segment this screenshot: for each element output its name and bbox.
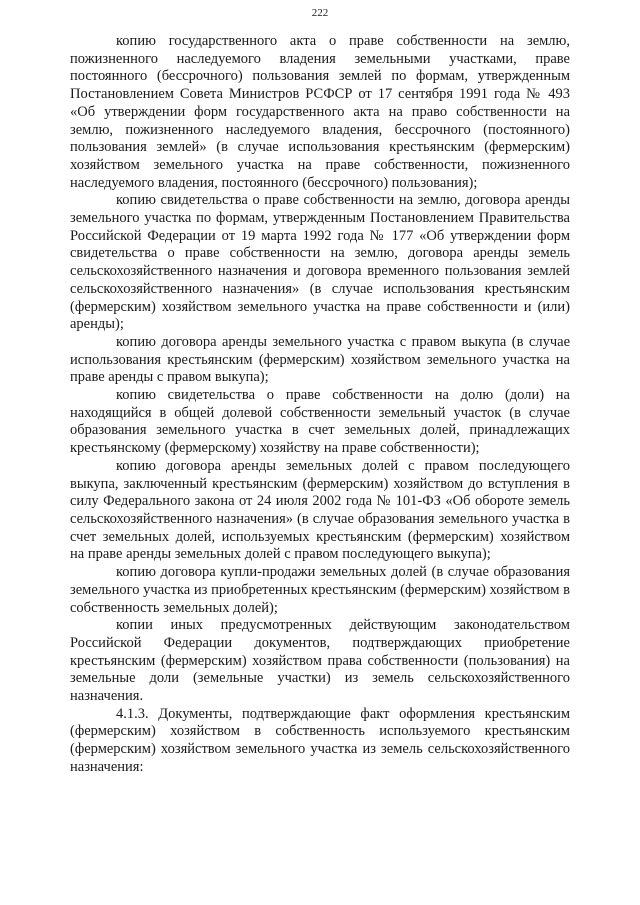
paragraph-certificate-lease-copy: копию свидетельства о праве собственности на землю, договора аренды земельного участка по формам, утвержденным Постановлением Правительства Российской Федерации от 19 марта 1992 года № 177 «Об утверждении форм свидетельства о праве собственности на землю, договора аренды земель сельскохозяйственного назначения и договора временного пользования землей сельскохозяйственного назначения» (в случае использования крестьянским (фермерским) хозяйством земельного участка на праве собственности и (или) аренды); [70, 192, 570, 333]
paragraph-purchase-contract-copy: копию договора купли-продажи земельных долей (в случае образования земельного участка из приобретенных крестьянским (фермерским) хозяйством в собственность земельных долей); [70, 564, 570, 616]
paragraph-section-4-1-3: 4.1.3. Документы, подтверждающие факт оформления крестьянским (фермерским) хозяйством в собственность используемого крестьянским (фермерским) хозяйством земельного участка из земель сельскохозяйственного назначения: [70, 705, 570, 775]
paragraph-share-lease-copy: копию договора аренды земельных долей с правом последующего выкупа, заключенный крестьянским (фермерским) хозяйством до вступления в силу Федерального закона от 24 июля 2002 года № 101-ФЗ «Об обороте земель сельскохозяйственного назначения» (в случае образования земельного участка в счет земельных долей, используемых крестьянским (фермерским) хозяйством на праве аренды земельных долей с правом последующего выкупа); [70, 457, 570, 563]
page-number: 222 [311, 7, 329, 19]
paragraph-share-certificate-copy: копию свидетельства о праве собственности на долю (доли) на находящийся в общей долевой собственности земельный участок (в случае образования земельного участка в счет земельных долей, принадлежащих крестьянскому (фермерскому) хозяйству на праве собственности); [70, 387, 570, 457]
paragraph-lease-buyout-copy: копию договора аренды земельного участка с правом выкупа (в случае использования крестьянским (фермерским) хозяйством земельного участка на праве аренды с правом выкупа); [70, 333, 570, 386]
document-body [70, 33, 570, 777]
paragraph-state-act-copy: копию государственного акта о праве собственности на землю, пожизненного наследуемого владения земельными участками, праве постоянного (бессрочного) пользования землей по формам, утвержденным Постановлением Совета Министров РСФСР от 17 сентября 1991 года № 493 «Об утверждении форм государственного акта на право собственности на землю, пожизненного наследуемого владения, бессрочного (постоянного) пользования землей» (в случае использования крестьянским (фермерским) хозяйством земельного участка на праве собственности, пожизненного наследуемого владения, постоянного (бессрочного) пользования); [70, 33, 570, 191]
paragraph-other-documents-copy: копии иных предусмотренных действующим законодательством Российской Федерации документов, подтверждающих приобретение крестьянским (фермерским) хозяйством права собственности (пользования) на земельные доли (земельные участки) из земель сельскохозяйственного назначения. [70, 617, 570, 705]
